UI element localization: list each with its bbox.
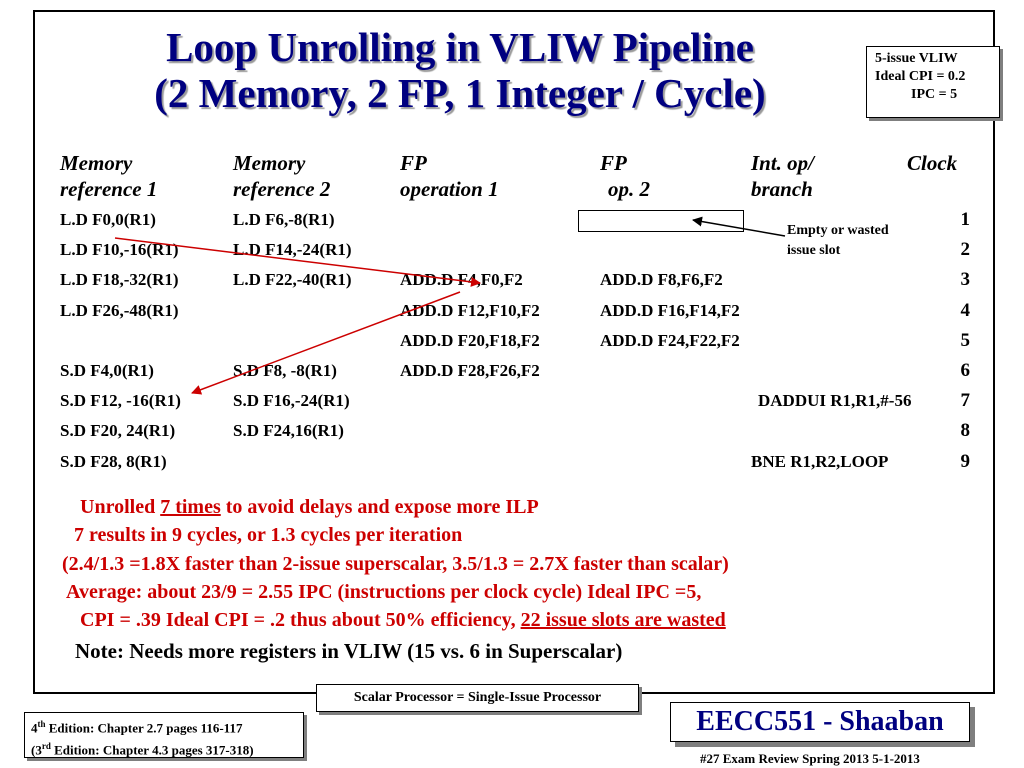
dependency-arrow-add-to-store [192,292,460,393]
cell-mem2: L.D F22,-40(R1) [233,270,352,289]
header-int-line2: branch [751,177,813,201]
cell-fp1: ADD.D F20,F18,F2 [400,331,540,350]
header-fp1-line2: operation 1 [400,177,499,201]
header-mem1-line2: reference 1 [60,177,158,201]
note-average-ipc: Average: about 23/9 = 2.55 IPC (instructions per clock cycle) Ideal IPC =5, [66,581,702,603]
cell-clock: 2 [960,239,970,260]
edition-1-sup: th [37,719,46,729]
header-int-line1: Int. op/ [751,151,815,175]
cell-int: BNE R1,R2,LOOP [751,452,889,471]
vliw-line-3: IPC = 5 [911,87,958,102]
edition-line-2 [31,737,297,759]
edition-2-sup: rd [41,741,51,752]
note-registers: Note: Needs more registers in VLIW (15 vs. 6 in Superscalar) [75,639,623,663]
note-speedup: (2.4/1.3 =1.8X faster than 2-issue superscalar, 3.5/1.3 = 2.7X faster than scalar) [62,553,729,575]
cell-mem1: L.D F10,-16(R1) [60,240,179,259]
note-unrolled-underline: 7 times [160,496,221,518]
note-unrolled [80,494,539,520]
header-mem2-line2: reference 2 [233,177,331,201]
cell-clock: 6 [960,360,970,381]
edition-2-text: Edition: Chapter 4.3 pages 317-318) [50,742,254,758]
annotation-line-2: issue slot [787,243,841,258]
cell-mem1: L.D F0,0(R1) [60,210,156,229]
cell-mem2: L.D F14,-24(R1) [233,240,352,259]
cell-mem1: L.D F18,-32(R1) [60,270,179,289]
slide-footer: #27 Exam Review Spring 2013 5-1-2013 [700,751,920,766]
cell-fp1: ADD.D F12,F10,F2 [400,301,540,320]
cell-clock: 3 [960,269,970,290]
note-cpi-a: CPI = .39 Ideal CPI = .2 thus about 50% efficiency, [80,609,521,631]
vliw-line-1: 5-issue VLIW [875,51,958,66]
cell-mem1: L.D F26,-48(R1) [60,301,179,320]
cell-mem1: S.D F4,0(R1) [60,361,154,380]
cell-clock: 9 [960,451,970,472]
cell-mem1: S.D F12, -16(R1) [60,391,181,410]
annotation-arrow [693,220,785,236]
title-line-1: Loop Unrolling in VLIW Pipeline [166,24,754,70]
cell-clock: 8 [960,420,970,441]
edition-box [24,712,304,758]
header-fp2-line2: op. 2 [608,177,650,201]
note-unrolled-a: Unrolled [80,496,161,518]
cell-int: DADDUI R1,R1,#-56 [758,391,912,410]
note-unrolled-b: to avoid delays and expose more ILP [220,496,539,518]
cell-clock: 1 [960,209,970,230]
scalar-processor-box: Scalar Processor = Single-Issue Processor [316,684,639,712]
edition-2-num: (3 [31,742,42,758]
edition-1-num: 4 [31,720,38,736]
cell-clock: 4 [960,300,970,321]
vliw-line-2: Ideal CPI = 0.2 [875,69,966,84]
header-fp2-line1: FP [600,151,627,175]
cell-mem2: S.D F24,16(R1) [233,421,344,440]
dependency-arrow-load-to-add [115,238,480,283]
cell-mem1: S.D F28, 8(R1) [60,452,167,471]
note-cpi [80,607,726,633]
annotation-line-1: Empty or wasted [787,223,889,238]
edition-line-1 [31,715,297,737]
cell-fp2: ADD.D F16,F14,F2 [600,301,740,320]
cell-mem1: S.D F20, 24(R1) [60,421,176,440]
cell-fp1: ADD.D F28,F26,F2 [400,361,540,380]
cell-mem2: L.D F6,-8(R1) [233,210,335,229]
title-line-2: (2 Memory, 2 FP, 1 Integer / Cycle) [154,70,766,116]
header-mem1-line1: Memory [60,151,133,175]
header-fp1-line1: FP [400,151,427,175]
course-title-box: EECC551 - Shaaban [670,702,970,742]
note-results: 7 results in 9 cycles, or 1.3 cycles per iteration [74,524,463,546]
header-mem2-line1: Memory [233,151,306,175]
cell-mem2: S.D F8, -8(R1) [233,361,337,380]
edition-1-text: Edition: Chapter 2.7 pages 116-117 [45,720,243,736]
cell-fp2: ADD.D F24,F22,F2 [600,331,740,350]
note-cpi-underline: 22 issue slots are wasted [520,609,726,631]
cell-fp1: ADD.D F4,F0,F2 [400,270,523,289]
header-clock: Clock [907,151,958,175]
cell-fp2: ADD.D F8,F6,F2 [600,270,723,289]
cell-mem2: S.D F16,-24(R1) [233,391,350,410]
cell-clock: 7 [960,390,970,411]
cell-clock: 5 [960,330,970,351]
